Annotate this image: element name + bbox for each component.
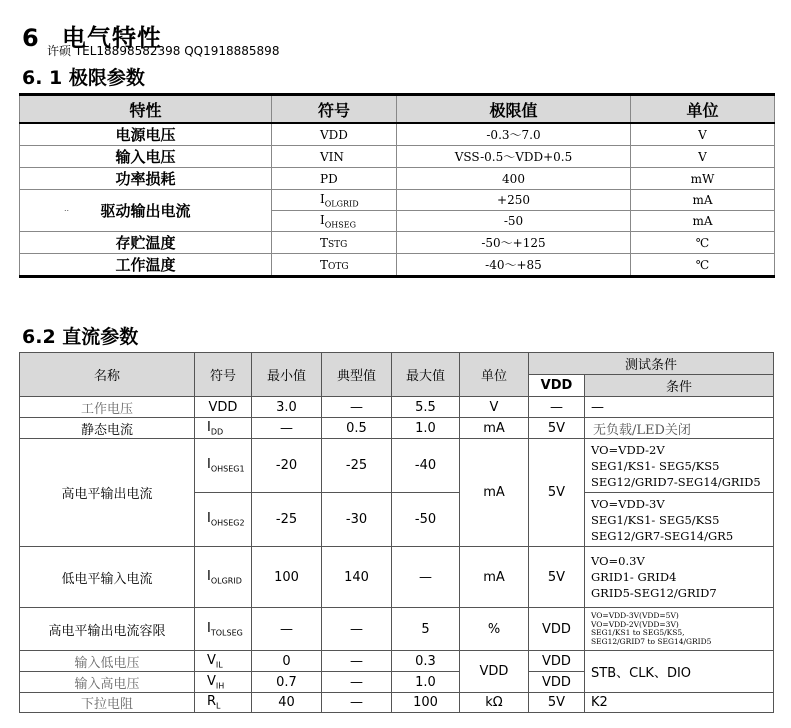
row-max: -50 — [392, 493, 460, 547]
row-unit: VDD — [460, 651, 529, 693]
row-unit: mA — [631, 190, 775, 211]
condition-line: VO=VDD-2V — [591, 442, 665, 457]
absolute-ratings-table — [19, 93, 775, 278]
row-condition: STB、CLK、DIO — [585, 651, 774, 693]
symbol-subscript: OHSEG1 — [210, 464, 245, 474]
row-min: 100 — [252, 547, 322, 608]
row-symbol — [195, 693, 252, 713]
row-max: 1.0 — [392, 418, 460, 439]
table-row — [20, 693, 774, 713]
condition-line: SEG12/GRID7-SEG14/GRID5 — [591, 474, 761, 489]
table-row — [20, 547, 774, 608]
symbol-subscript: STG — [328, 239, 348, 250]
header-symbol: 符号 — [272, 95, 397, 124]
row-name — [20, 190, 272, 232]
row-typ: 0.5 — [322, 418, 392, 439]
symbol-letter: V — [207, 652, 216, 668]
row-name: 输入电压 — [20, 146, 272, 168]
row-condition — [585, 439, 774, 493]
header-test-conditions: 测试条件 — [529, 353, 774, 375]
table-row — [20, 418, 774, 439]
row-unit: V — [631, 123, 775, 146]
subsection-title-dc: 6.2 直流参数 — [22, 326, 139, 348]
header-unit: 单位 — [460, 353, 529, 397]
row-max: 5 — [392, 608, 460, 651]
row-vdd: VDD — [529, 608, 585, 651]
table-row — [20, 254, 775, 277]
row-symbol — [195, 651, 252, 672]
row-value: VSS-0.5～VDD+0.5 — [397, 146, 631, 168]
section-title-text: 电气特性 — [62, 24, 162, 52]
row-max: 0.3 — [392, 651, 460, 672]
row-value: +250 — [397, 190, 631, 211]
row-name: 高电平输出电流 — [20, 439, 195, 547]
row-max: 1.0 — [392, 672, 460, 693]
license-watermark: 许硕 TEL18898582398 QQ1918885898 — [47, 44, 280, 58]
symbol-letter: I — [207, 620, 211, 636]
symbol-subscript: L — [216, 701, 221, 711]
condition-line: VO=VDD-3V — [591, 496, 665, 511]
row-symbol — [272, 232, 397, 254]
row-typ: — — [322, 651, 392, 672]
condition-line: VO=0.3V — [591, 554, 645, 568]
row-symbol: VIN — [272, 146, 397, 168]
condition-line: SEG1/KS1 to SEG5/KS5, — [591, 628, 685, 637]
row-condition — [585, 547, 774, 608]
row-max: — — [392, 547, 460, 608]
header-condition: 条件 — [585, 375, 774, 397]
row-unit: mA — [460, 418, 529, 439]
row-vdd: 5V — [529, 418, 585, 439]
header-min: 最小值 — [252, 353, 322, 397]
row-min: -20 — [252, 439, 322, 493]
header-limit: 极限值 — [397, 95, 631, 124]
row-typ: -25 — [322, 439, 392, 493]
symbol-letter: I — [207, 457, 211, 473]
row-name: 工作温度 — [20, 254, 272, 277]
row-symbol — [195, 493, 252, 547]
table-row — [20, 190, 775, 211]
row-max: 5.5 — [392, 397, 460, 418]
table-row — [20, 651, 774, 672]
row-condition — [585, 608, 774, 651]
row-unit: mW — [631, 168, 775, 190]
row-value: -40～+85 — [397, 254, 631, 277]
symbol-letter: T — [320, 235, 329, 250]
row-name: 工作电压 — [20, 397, 195, 418]
row-vdd: 5V — [529, 693, 585, 713]
row-symbol — [195, 608, 252, 651]
symbol-subscript: OLGRID — [210, 576, 242, 586]
table-row — [20, 123, 775, 146]
row-symbol: VDD — [272, 123, 397, 146]
row-typ: — — [322, 693, 392, 713]
row-name: 输入低电压 — [20, 651, 195, 672]
row-unit: mA — [631, 211, 775, 232]
symbol-subscript: TOLSEG — [210, 628, 243, 638]
symbol-letter: V — [207, 673, 216, 689]
row-vdd: 5V — [529, 547, 585, 608]
row-unit: ℃ — [631, 232, 775, 254]
row-symbol — [195, 439, 252, 493]
subsection-title-limits: 6. 1 极限参数 — [22, 67, 145, 89]
row-value: -0.3～7.0 — [397, 123, 631, 146]
table-header-row — [20, 95, 775, 124]
row-unit: V — [631, 146, 775, 168]
row-symbol — [195, 547, 252, 608]
row-name: 电源电压 — [20, 123, 272, 146]
symbol-letter: I — [320, 191, 325, 206]
row-vdd: VDD — [529, 672, 585, 693]
row-symbol — [272, 211, 397, 232]
row-typ: — — [322, 397, 392, 418]
symbol-letter: I — [207, 419, 211, 435]
row-unit: mA — [460, 439, 529, 547]
row-max: -40 — [392, 439, 460, 493]
row-unit: ℃ — [631, 254, 775, 277]
table-row — [20, 168, 775, 190]
symbol-subscript: DD — [210, 427, 224, 437]
row-name: 输入高电压 — [20, 672, 195, 693]
symbol-letter: T — [320, 257, 329, 272]
row-symbol — [272, 254, 397, 277]
row-min: — — [252, 418, 322, 439]
row-name-text: 驱动输出电流 — [100, 202, 191, 220]
table-row — [20, 232, 775, 254]
row-value: -50 — [397, 211, 631, 232]
row-condition — [585, 493, 774, 547]
row-unit: V — [460, 397, 529, 418]
row-name: 功率损耗 — [20, 168, 272, 190]
row-condition: K2 — [585, 693, 774, 713]
row-symbol — [272, 190, 397, 211]
dc-parameters-table — [19, 352, 774, 713]
condition-line: SEG12/GRID7 to SEG14/GRID5 — [591, 636, 712, 646]
header-name: 名称 — [20, 353, 195, 397]
header-unit: 单位 — [631, 95, 775, 124]
table-row — [20, 397, 774, 418]
row-unit: mA — [460, 547, 529, 608]
symbol-subscript: IH — [215, 681, 225, 691]
row-symbol — [195, 672, 252, 693]
symbol-letter: I — [207, 568, 211, 584]
row-typ: -30 — [322, 493, 392, 547]
row-unit: kΩ — [460, 693, 529, 713]
row-vdd: 5V — [529, 439, 585, 547]
row-typ: — — [322, 608, 392, 651]
row-condition: 无负载/LED关闭 — [585, 418, 774, 439]
symbol-subscript: OTG — [328, 261, 349, 272]
header-symbol: 符号 — [195, 353, 252, 397]
condition-line: GRID1- GRID4 — [591, 570, 677, 584]
row-vdd: — — [529, 397, 585, 418]
condition-line: SEG12/GR7-SEG14/GR5 — [591, 528, 734, 543]
table-row — [20, 439, 774, 493]
row-name: 高电平输出电流容限 — [20, 608, 195, 651]
row-value: 400 — [397, 168, 631, 190]
row-typ: — — [322, 672, 392, 693]
table-row — [20, 146, 775, 168]
row-min: -25 — [252, 493, 322, 547]
row-symbol: VDD — [195, 397, 252, 418]
row-min: — — [252, 608, 322, 651]
header-vdd: VDD — [529, 375, 585, 397]
condition-line: SEG1/KS1- SEG5/KS5 — [591, 458, 720, 473]
header-max: 最大值 — [392, 353, 460, 397]
row-name: 静态电流 — [20, 418, 195, 439]
row-min: 0 — [252, 651, 322, 672]
row-symbol — [195, 418, 252, 439]
symbol-letter: I — [320, 212, 325, 227]
row-min: 40 — [252, 693, 322, 713]
stray-mark: .. — [64, 204, 70, 213]
row-min: 0.7 — [252, 672, 322, 693]
symbol-letter: I — [207, 511, 211, 527]
symbol-subscript: IL — [215, 660, 223, 670]
row-condition: — — [585, 397, 774, 418]
symbol-subscript: OHSEG2 — [210, 518, 245, 528]
header-characteristic: 特性 — [20, 95, 272, 124]
condition-line: SEG1/KS1- SEG5/KS5 — [591, 512, 720, 527]
symbol-subscript: OHSEG — [324, 220, 356, 230]
row-value: -50～+125 — [397, 232, 631, 254]
header-typ: 典型值 — [322, 353, 392, 397]
row-typ: 140 — [322, 547, 392, 608]
table-header-row — [20, 353, 774, 375]
symbol-subscript: OLGRID — [324, 199, 359, 209]
row-name: 低电平输入电流 — [20, 547, 195, 608]
condition-line: VO=VDD-3V(VDD=5V) — [591, 611, 679, 620]
condition-line: GRID5-SEG12/GRID7 — [591, 586, 717, 600]
row-name: 存贮温度 — [20, 232, 272, 254]
symbol-letter: R — [207, 694, 217, 710]
row-min: 3.0 — [252, 397, 322, 418]
row-unit: % — [460, 608, 529, 651]
section-number: 6 — [22, 24, 40, 52]
table-row — [20, 608, 774, 651]
condition-line: VO=VDD-2V(VDD=3V) — [591, 619, 679, 629]
row-max: 100 — [392, 693, 460, 713]
row-name: 下拉电阻 — [20, 693, 195, 713]
row-vdd: VDD — [529, 651, 585, 672]
row-symbol: PD — [272, 168, 397, 190]
